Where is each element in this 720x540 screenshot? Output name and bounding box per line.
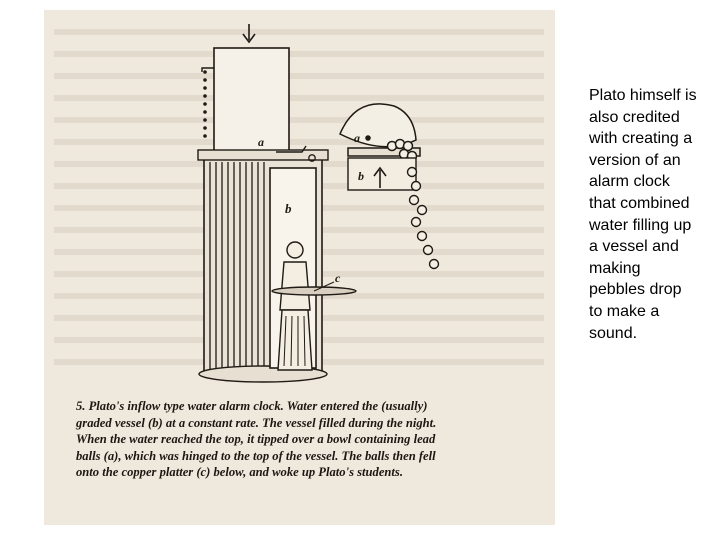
svg-text:a: a <box>258 135 264 149</box>
upper-water-tank <box>214 48 289 153</box>
slide-description: Plato himself is also credited with creating a version of an alarm clock that combined water filling up a vessel and making pebbles drop to make a sound. <box>589 87 697 342</box>
label-a-bowl: a <box>354 131 360 145</box>
bowl-of-lead-balls <box>340 104 420 161</box>
label-b-vessel: b <box>285 201 292 216</box>
scanned-book-page <box>44 10 555 525</box>
water-stream <box>203 70 207 138</box>
label-c-platter: c <box>335 271 341 285</box>
figure-caption: 5. Plato's inflow type water alarm clock. Water entered the (usually) graded vessel (b) at a constant rate. The vessel filled during the night. When the water reached the top, it tipped over a bowl containing lead balls (a), which was hinged to the top of the vessel. The balls then fell onto the copper platter (c) below, and woke up Plato's students. <box>76 399 437 480</box>
svg-text:b: b <box>358 169 364 183</box>
